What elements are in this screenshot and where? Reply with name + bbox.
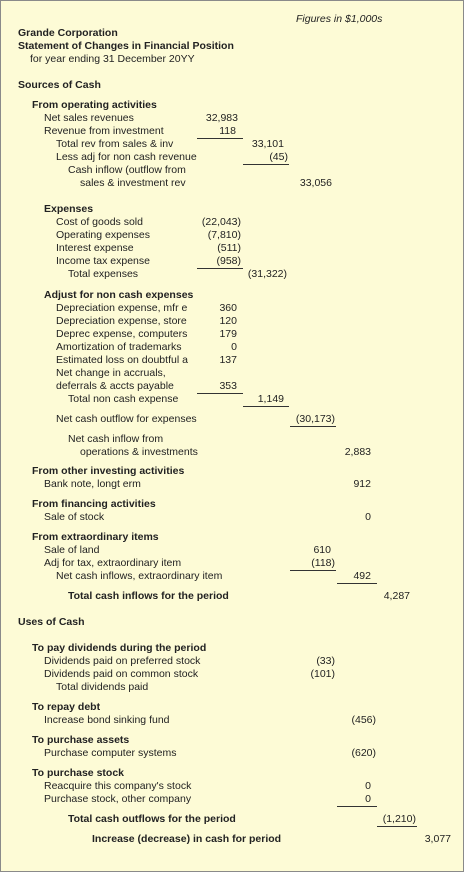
net-sales-value: 32,983 (205, 112, 238, 124)
net-outflow-value: (30,173) (290, 413, 336, 427)
reacquire-value: 0 (365, 780, 371, 792)
cash-inflow-label-1: Cash inflow (outflow from (68, 164, 186, 176)
rev-invest-label: Revenue from investment (44, 125, 164, 137)
total-rev-value: 33,101 (251, 138, 284, 150)
company-name: Grande Corporation (18, 27, 118, 39)
investing-item-label: Bank note, longt erm (44, 478, 141, 490)
uses-heading: Uses of Cash (18, 616, 85, 628)
expense-item: Operating expenses (56, 229, 150, 241)
adjust-item-value: 360 (219, 302, 237, 314)
figures-note: Figures in $1,000s (296, 13, 383, 25)
expense-item-value: (7,810) (207, 229, 241, 241)
adj-tax-value: (118) (290, 557, 336, 571)
adjust-item: Deprec expense, computers (56, 328, 188, 340)
total-expenses-label: Total expenses (68, 268, 139, 280)
assets-item-value: (620) (351, 747, 376, 759)
adjust-item-value: 120 (219, 315, 237, 327)
investing-item-value: 912 (353, 478, 371, 490)
preferred-dividends-label: Dividends paid on preferred stock (44, 655, 201, 667)
cash-inflow-label-2: sales & investment rev (80, 177, 186, 189)
adjust-item-value: 137 (219, 354, 237, 366)
net-change-label-1: Net change in accruals, (56, 367, 166, 379)
expense-item-value: (958) (197, 255, 243, 269)
assets-item-label: Purchase computer systems (44, 747, 177, 759)
operating-heading: From operating activities (32, 99, 157, 111)
adjust-item-value: 179 (219, 328, 237, 340)
sale-land-label: Sale of land (44, 544, 100, 556)
assets-heading: To purchase assets (32, 734, 130, 746)
expense-item: Interest expense (56, 242, 134, 254)
extraordinary-net-label: Net cash inflows, extraordinary item (56, 570, 223, 582)
other-stock-value: 0 (337, 793, 377, 807)
net-inflow-label-1: Net cash inflow from (68, 433, 164, 445)
adjust-item: Amortization of trademarks (56, 341, 182, 353)
adjust-item: Depreciation expense, mfr e (56, 302, 191, 314)
expense-item-value: (22,043) (201, 216, 241, 228)
dividends-heading: To pay dividends during the period (32, 642, 207, 654)
adjust-item: Estimated loss on doubtful a (56, 354, 191, 366)
debt-item-label: Increase bond sinking fund (44, 714, 170, 726)
sale-land-value: 610 (313, 544, 331, 556)
total-noncash-value: 1,149 (243, 393, 289, 407)
stock-heading: To purchase stock (32, 767, 124, 779)
extraordinary-net-value: 492 (337, 570, 377, 584)
less-adj-label: Less adj for non cash revenue (56, 151, 197, 163)
adjust-item-value: 0 (231, 341, 237, 353)
preferred-dividends-value: (33) (316, 655, 335, 667)
debt-heading: To repay debt (32, 701, 101, 713)
total-noncash-label: Total non cash expense (68, 393, 179, 405)
net-sales-label: Net sales revenues (44, 112, 134, 124)
adjust-item: Depreciation expense, store (56, 315, 187, 327)
total-expenses-value: (31,322) (247, 268, 287, 280)
statement-period: for year ending 31 December 20YY (30, 53, 195, 65)
net-change-value: 353 (197, 380, 243, 394)
financing-item-value: 0 (365, 511, 371, 523)
total-dividends-label: Total dividends paid (56, 681, 149, 693)
expense-item-value: (511) (217, 242, 241, 254)
total-inflows-value: 4,287 (383, 590, 410, 602)
total-rev-label: Total rev from sales & inv (56, 138, 174, 150)
statement-title: Statement of Changes in Financial Position (18, 40, 234, 52)
net-outflow-label: Net cash outflow for expenses (56, 413, 197, 425)
total-outflows-label: Total cash outflows for the period (68, 813, 236, 825)
adjust-heading: Adjust for non cash expenses (44, 289, 194, 301)
sources-heading: Sources of Cash (18, 79, 101, 91)
financing-heading: From financing activities (32, 498, 156, 510)
expense-item: Income tax expense (56, 255, 150, 267)
less-adj-value: (45) (243, 151, 289, 165)
expenses-heading: Expenses (44, 203, 94, 215)
common-dividends-value: (101) (310, 668, 335, 680)
adj-tax-label: Adj for tax, extraordinary item (44, 557, 182, 569)
increase-label: Increase (decrease) in cash for period (92, 833, 282, 845)
extraordinary-heading: From extraordinary items (32, 531, 159, 543)
rev-invest-value: 118 (197, 125, 243, 139)
net-change-label-2: deferrals & accts payable (56, 380, 174, 392)
cash-inflow-value: 33,056 (299, 177, 332, 189)
reacquire-label: Reacquire this company's stock (44, 780, 192, 792)
common-dividends-label: Dividends paid on common stock (44, 668, 199, 680)
total-outflows-value: (1,210) (377, 813, 417, 827)
expense-item: Cost of goods sold (56, 216, 143, 228)
financing-item-label: Sale of stock (44, 511, 105, 523)
other-stock-label: Purchase stock, other company (44, 793, 192, 805)
net-inflow-value: 2,883 (344, 446, 371, 458)
debt-item-value: (456) (351, 714, 376, 726)
net-inflow-label-2: operations & investments (80, 446, 198, 458)
total-inflows-label: Total cash inflows for the period (68, 590, 229, 602)
investing-heading: From other investing activities (32, 465, 185, 477)
increase-value: 3,077 (424, 833, 451, 845)
